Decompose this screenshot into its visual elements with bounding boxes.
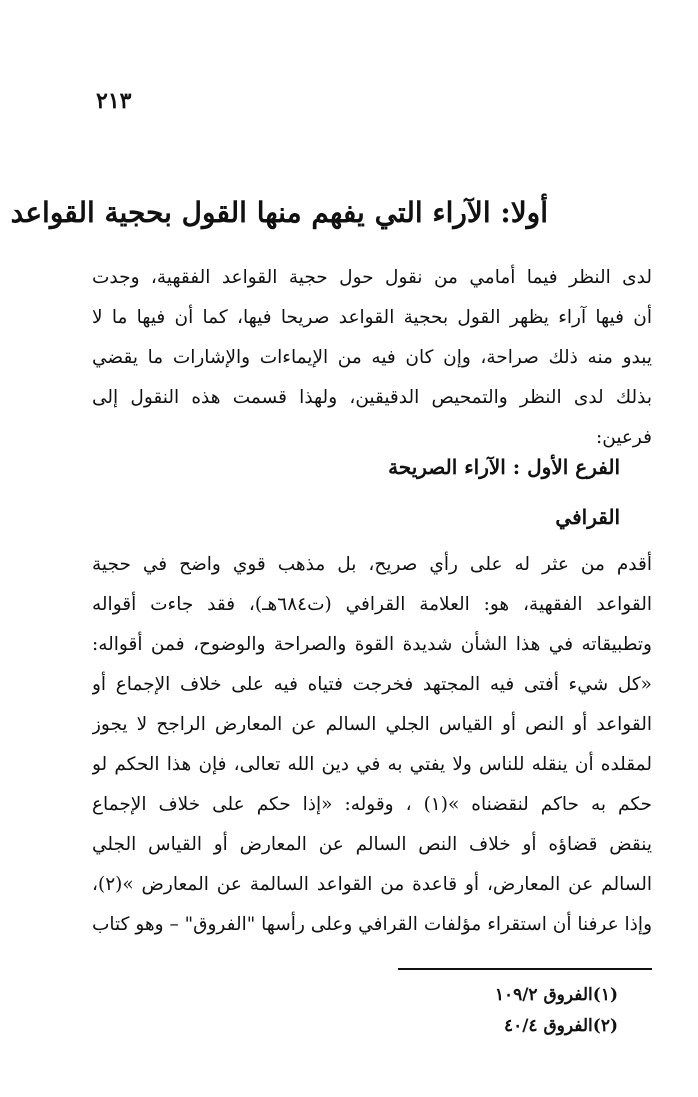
footnote: (٢)الفروق ٤٠/٤ — [503, 1016, 618, 1036]
text-line: وإذا عرفنا أن استقراء مؤلفات القرافي وعلى رأسها "الفروق" – وهو كتاب — [92, 914, 652, 935]
subheading: القرافي — [555, 505, 620, 529]
intro-paragraph — [92, 258, 652, 458]
text-line: يبدو منه ذلك صراحة، وإن كان فيه من الإيماءات والإشارات ما يقضي — [92, 347, 652, 368]
footnote-divider — [398, 968, 652, 970]
text-line: القواعد أو النص أو القياس الجلي السالم عن المعارض الراجح لا يجوز — [92, 714, 652, 735]
text-line: بذلك لدى النظر والتمحيص الدقيقين، ولهذا قسمت هذه النقول إلى — [92, 387, 652, 408]
text-line: أقدم من عثر له على رأي صريح، بل مذهب قوي واضح في حجية — [92, 554, 652, 575]
page-number: ٢١٣ — [96, 88, 132, 114]
text-line: القواعد الفقهية، هو: العلامة القرافي (ت٦٨٤هـ)، فقد جاءت أقواله — [92, 594, 652, 615]
text-line: ينقض قضاؤه أو خلاف النص السالم عن المعارض أو القياس الجلي — [92, 834, 652, 855]
text-line: فرعين: — [596, 427, 652, 448]
text-line: أن فيها آراء يظهر القول بحجية القواعد صريحا فيها، كما أن فيها ما لا — [92, 307, 652, 328]
section-heading: الفرع الأول : الآراء الصريحة — [388, 455, 620, 479]
text-line: لدى النظر فيما أمامي من نقول حول حجية القواعد الفقهية، وجدت — [92, 267, 652, 288]
body-paragraph — [92, 545, 652, 945]
text-line: وتطبيقاته في هذا الشأن شديدة القوة والصراحة والوضوح، فمن أقواله: — [92, 634, 652, 655]
footnote: (١)الفروق ١٠٩/٢ — [494, 985, 618, 1005]
section-title: أولا: الآراء التي يفهم منها القول بحجية القواعد — [10, 196, 548, 229]
text-line: حكم به حاكم لنقضناه »(١) ، وقوله: «إذا حكم على خلاف الإجماع — [92, 794, 652, 815]
text-line: لمقلده أن ينقله للناس ولا يفتي به في دين الله تعالى، فإن هذا الحكم لو — [92, 754, 652, 775]
text-line: «كل شيء أفتى فيه المجتهد فخرجت فتياه فيه على خلاف الإجماع أو — [92, 674, 652, 695]
text-line: السالم عن المعارض، أو قاعدة من القواعد السالمة عن المعارض »(٢)، — [92, 874, 652, 895]
